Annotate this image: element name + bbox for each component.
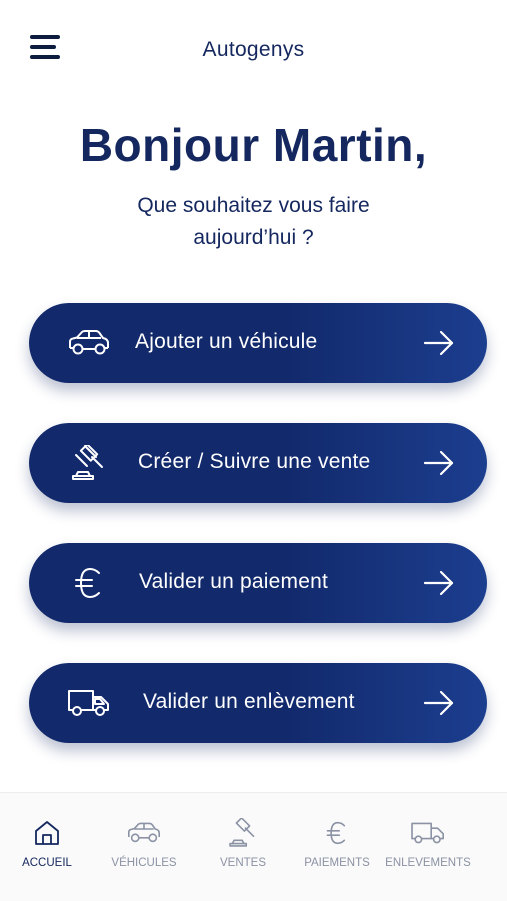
tab-accueil[interactable] [14, 813, 80, 883]
app-header [0, 0, 507, 100]
truck-icon [65, 683, 113, 723]
car-icon [104, 813, 184, 853]
arrow-right-icon [423, 569, 455, 597]
gavel-icon [65, 443, 113, 483]
validate-payment-label: Valider un paiement [139, 570, 329, 593]
arrow-right-icon [423, 329, 455, 357]
home-icon [14, 813, 80, 853]
car-icon [65, 323, 113, 363]
add-vehicle-button[interactable] [29, 303, 487, 383]
arrow-right-icon [423, 689, 455, 717]
euro-icon [65, 563, 113, 603]
truck-icon [384, 813, 472, 853]
euro-icon [300, 813, 374, 853]
greeting-heading: Bonjour Martin, [79, 119, 428, 171]
greeting-subtitle: Que souhaitez vous faire aujourd’hui ? [137, 194, 370, 249]
gavel-icon [208, 813, 278, 853]
arrow-right-icon [423, 449, 455, 477]
tab-ventes[interactable] [208, 813, 278, 883]
tab-accueil-label: ACCUEIL [22, 857, 72, 869]
tab-ventes-label: VENTES [219, 857, 266, 869]
tab-enlevements-label: ENLEVEMENTS [385, 857, 471, 869]
tab-paiements-label: PAIEMENTS [304, 857, 370, 869]
validate-pickup-label: Valider un enlèvement [143, 690, 355, 713]
validate-payment-button[interactable] [29, 543, 487, 623]
tab-enlevements[interactable] [384, 813, 472, 883]
app-title: Autogenys [202, 38, 305, 61]
create-sale-label: Créer / Suivre une vente [138, 450, 371, 473]
create-follow-sale-button[interactable] [29, 423, 487, 503]
bottom-tab-bar [0, 792, 507, 901]
add-vehicle-label: Ajouter un véhicule [135, 330, 318, 353]
tab-vehicules[interactable] [104, 813, 184, 883]
validate-pickup-button[interactable] [29, 663, 487, 743]
tab-paiements[interactable] [300, 813, 374, 883]
tab-vehicules-label: VÉHICULES [111, 857, 177, 869]
action-list [29, 303, 487, 783]
